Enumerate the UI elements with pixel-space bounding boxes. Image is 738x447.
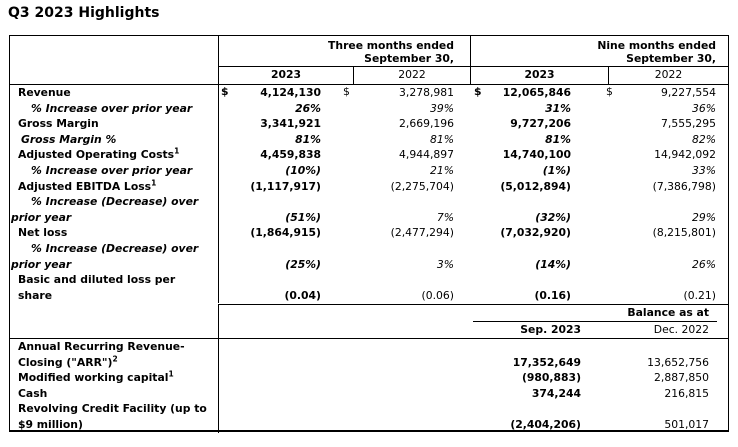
value-cell <box>471 116 609 132</box>
cell-value: 21% <box>430 163 454 177</box>
value-cell <box>354 101 471 117</box>
table-row <box>10 116 728 132</box>
balance-col-sep-2023: Sep. 2023 <box>520 323 581 336</box>
row-label <box>10 386 219 402</box>
row-label-line <box>10 339 218 355</box>
row-label-text: % Increase (Decrease) over <box>31 195 199 209</box>
cell-value: (1,117,917) <box>250 179 321 193</box>
spacer-cell <box>219 401 471 432</box>
row-label <box>10 401 219 432</box>
value-cell <box>354 225 471 241</box>
value-cell <box>219 116 354 132</box>
row-label-line <box>10 163 218 179</box>
cell-value: (1,864,915) <box>250 226 321 240</box>
row-label-line <box>10 241 218 257</box>
value-cell <box>219 147 354 163</box>
cell-value: (10%) <box>285 163 321 177</box>
cell-value: 501,017 <box>664 417 709 431</box>
cell-value: (5,012,894) <box>500 179 571 193</box>
cell-value: 3,341,921 <box>260 117 321 131</box>
value-cell <box>343 85 471 101</box>
balance-as-at-row <box>219 306 728 322</box>
cell-value: 29% <box>692 210 716 224</box>
row-label-text: Modified working capital <box>18 371 169 385</box>
value-cell <box>354 194 471 225</box>
cell-value: 7,555,295 <box>661 117 716 131</box>
cell-value: 12,065,846 <box>502 86 571 99</box>
row-label-line <box>10 132 218 148</box>
row-label-line <box>10 85 218 101</box>
cell-value: (2,477,294) <box>390 226 454 240</box>
cell-value: (8,215,801) <box>652 226 716 240</box>
value-cell <box>609 241 728 272</box>
value-cell <box>609 101 728 117</box>
value-cell <box>354 132 471 148</box>
cell-value: 26% <box>692 257 716 271</box>
row-label-line <box>10 272 218 288</box>
balance-header-area <box>219 304 728 339</box>
cell-value: (0.16) <box>534 288 571 302</box>
cell-value: (7,386,798) <box>652 179 716 193</box>
value-cell <box>609 272 728 303</box>
value-cell <box>609 132 728 148</box>
cell-value: (32%) <box>535 210 571 224</box>
page-title: Q3 2023 Highlights <box>8 5 160 21</box>
value-cell <box>471 85 609 101</box>
row-label-line <box>10 288 218 304</box>
period-header-row <box>10 36 728 67</box>
value-cell <box>354 179 471 195</box>
value-cell <box>471 194 609 225</box>
period-header-three-months <box>219 36 471 67</box>
row-label-text: share <box>18 288 53 302</box>
cell-value: 14,942,092 <box>654 148 716 162</box>
spacer-cell <box>219 339 471 370</box>
spacer-cell <box>219 386 471 402</box>
value-cell <box>609 386 728 402</box>
cell-value: (0.21) <box>683 288 716 302</box>
row-label <box>10 225 219 241</box>
table-row <box>10 132 728 148</box>
value-cell <box>219 179 354 195</box>
row-label-line <box>10 179 218 195</box>
dollar-sign: $ <box>474 85 482 98</box>
value-cell <box>609 194 728 225</box>
row-label-text: % Increase over prior year <box>31 101 193 115</box>
value-cell <box>219 85 354 101</box>
value-cell <box>471 272 609 303</box>
value-cell <box>354 147 471 163</box>
value-cell <box>609 339 728 370</box>
row-label-text: Net loss <box>18 226 68 240</box>
row-label-line <box>10 225 218 241</box>
cell-value: (980,883) <box>521 371 581 385</box>
table-row <box>10 272 728 303</box>
table-row <box>10 194 728 225</box>
row-label-line <box>10 116 218 132</box>
value-cell <box>219 272 354 303</box>
row-label <box>10 194 219 225</box>
value-cell <box>219 163 354 179</box>
cell-value: 36% <box>692 101 716 115</box>
cell-value: 81% <box>545 132 571 146</box>
cell-value: (2,404,206) <box>510 417 581 431</box>
value-cell <box>471 147 609 163</box>
header-empty-cell <box>10 36 219 67</box>
value-cell <box>609 116 728 132</box>
value-cell <box>609 225 728 241</box>
period-line2: September 30, <box>626 52 716 65</box>
cell-value: (14%) <box>535 257 571 271</box>
row-label-line <box>10 417 218 433</box>
cell-value: 4,459,838 <box>260 148 321 162</box>
spacer-cell <box>219 370 471 386</box>
dollar-sign: $ <box>221 85 229 98</box>
row-label-text: Revolving Credit Facility (up to <box>18 402 207 416</box>
cell-value: (2,275,704) <box>390 179 454 193</box>
value-cell <box>606 85 728 101</box>
cell-value: (1%) <box>542 163 571 177</box>
row-label-text: prior year <box>11 210 72 224</box>
data-rows <box>10 85 728 304</box>
value-cell <box>471 401 609 432</box>
table-row <box>10 386 728 402</box>
value-cell <box>219 225 354 241</box>
value-cell <box>471 241 609 272</box>
cell-value: 4,944,897 <box>399 148 454 162</box>
year-header-3mo-2023: 2023 <box>219 67 354 84</box>
dollar-sign: $ <box>606 85 613 98</box>
cell-value: 82% <box>692 132 716 146</box>
row-label <box>10 85 219 101</box>
cell-value: 7% <box>436 210 454 224</box>
balance-empty-cell <box>10 304 219 339</box>
period-line1: Three months ended <box>328 39 454 52</box>
row-label-line <box>10 386 218 402</box>
row-label-text: Gross Margin % <box>21 132 117 146</box>
cell-value: (25%) <box>285 257 321 271</box>
table-row <box>10 339 728 370</box>
row-label-text: Adjusted Operating Costs <box>18 148 175 162</box>
value-cell <box>471 225 609 241</box>
table-row <box>10 147 728 163</box>
value-cell <box>609 163 728 179</box>
cell-value: 33% <box>692 163 716 177</box>
cell-value: 9,227,554 <box>661 86 716 99</box>
value-cell <box>609 179 728 195</box>
cell-value: 4,124,130 <box>260 86 321 99</box>
value-cell <box>471 370 609 386</box>
cell-value: 2,669,196 <box>399 117 454 131</box>
value-cell <box>354 163 471 179</box>
value-cell <box>219 194 354 225</box>
value-cell <box>471 101 609 117</box>
row-label-line <box>10 210 218 226</box>
row-label-text: % Increase over prior year <box>31 163 193 177</box>
cell-value: 14,740,100 <box>502 148 571 162</box>
row-label-line <box>10 257 218 273</box>
row-label-line <box>10 147 218 163</box>
year-header-9mo-2023: 2023 <box>471 67 609 84</box>
cell-value: 374,244 <box>531 386 581 400</box>
row-label-text: Closing ("ARR") <box>18 355 113 369</box>
row-label-text: Cash <box>18 386 48 400</box>
row-label <box>10 179 219 195</box>
table-row <box>10 225 728 241</box>
value-cell <box>354 241 471 272</box>
value-cell <box>609 147 728 163</box>
footnote-reference: 1 <box>168 369 174 379</box>
cell-value: 13,652,756 <box>647 355 709 369</box>
table-row <box>10 241 728 272</box>
cell-value: 26% <box>295 101 321 115</box>
row-label <box>10 339 219 370</box>
period-line2: September 30, <box>364 52 454 65</box>
table-row <box>10 370 728 386</box>
table-row <box>10 401 728 432</box>
footnote-reference: 1 <box>174 146 180 156</box>
value-cell <box>219 101 354 117</box>
value-cell <box>354 272 471 303</box>
cell-value: (0.06) <box>421 288 454 302</box>
row-label-line <box>10 101 218 117</box>
value-cell <box>471 163 609 179</box>
table-row <box>10 101 728 117</box>
cell-value: (0.04) <box>284 288 321 302</box>
row-label <box>10 147 219 163</box>
row-label-text: Gross Margin <box>18 117 99 131</box>
table-row <box>10 179 728 195</box>
period-header-nine-months <box>471 36 728 67</box>
value-cell <box>609 401 728 432</box>
financial-table <box>9 35 729 432</box>
value-cell <box>219 132 354 148</box>
period-line1: Nine months ended <box>597 39 716 52</box>
value-cell <box>471 179 609 195</box>
cell-value: 216,815 <box>664 386 709 400</box>
row-label-line <box>10 401 218 417</box>
row-label-line <box>10 355 218 371</box>
balance-year-spacer <box>219 322 471 339</box>
row-label-text: Adjusted EBITDA Loss <box>18 179 152 193</box>
cell-value: 3% <box>436 257 454 271</box>
value-cell <box>219 241 354 272</box>
row-label-text: prior year <box>11 257 72 271</box>
cell-value: (51%) <box>285 210 321 224</box>
value-cell <box>609 370 728 386</box>
row-label-line <box>10 194 218 210</box>
cell-value: 81% <box>295 132 321 146</box>
row-label-text: Revenue <box>18 86 71 99</box>
footnote-reference: 1 <box>151 177 157 187</box>
value-cell <box>354 116 471 132</box>
balance-col-dec-2022: Dec. 2022 <box>653 323 709 336</box>
row-label-line <box>10 370 218 386</box>
year-header-row <box>10 67 728 85</box>
row-label <box>10 132 219 148</box>
cell-value: 17,352,649 <box>512 355 581 369</box>
row-label-text: $9 million) <box>18 417 83 431</box>
cell-value: 9,727,206 <box>510 117 571 131</box>
cell-value: 31% <box>545 101 571 115</box>
cell-value: 3,278,981 <box>399 86 454 99</box>
balance-as-at-header: Balance as at <box>473 306 717 322</box>
balance-header-band <box>10 304 728 339</box>
footnote-reference: 2 <box>112 354 118 363</box>
row-label <box>10 101 219 117</box>
row-label <box>10 241 219 272</box>
year-header-9mo-2022: 2022 <box>654 68 683 81</box>
row-label-text: Annual Recurring Revenue- <box>18 340 185 353</box>
cell-value: (7,032,920) <box>500 226 571 240</box>
row-label <box>10 272 219 303</box>
cell-value: 81% <box>430 132 454 146</box>
dollar-sign: $ <box>343 85 350 98</box>
row-label-text: Basic and diluted loss per <box>18 273 176 287</box>
row-label <box>10 370 219 386</box>
row-label <box>10 116 219 132</box>
value-cell <box>471 339 609 370</box>
year-header-3mo-2022: 2022 <box>354 67 471 84</box>
value-cell <box>471 386 609 402</box>
value-cell <box>471 132 609 148</box>
year-header-empty-cell <box>10 67 219 84</box>
row-label <box>10 163 219 179</box>
cell-value: 39% <box>430 101 454 115</box>
table-row <box>10 85 728 101</box>
balance-rows <box>10 339 728 433</box>
balance-year-row <box>219 322 728 339</box>
table-row <box>10 163 728 179</box>
row-label-text: % Increase (Decrease) over <box>31 241 199 255</box>
cell-value: 2,887,850 <box>654 371 709 385</box>
